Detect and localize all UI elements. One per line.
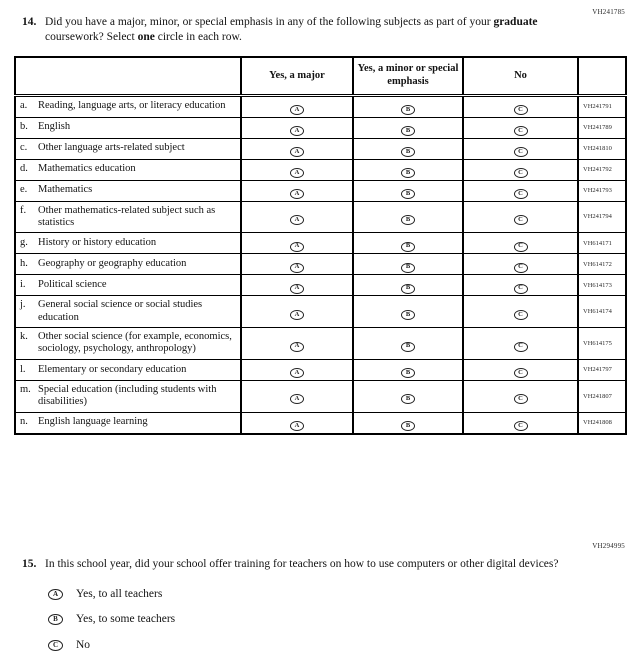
row-code: VH241792 [578,159,626,180]
question-text-segment: one [137,31,155,44]
answer-cell [241,380,353,412]
answer-circle-b[interactable]: B [401,342,415,352]
answer-circle-a[interactable]: A [290,242,304,252]
answer-cell [353,117,463,138]
answer-circle-a[interactable]: A [290,284,304,294]
answer-circle-a[interactable]: A [290,126,304,136]
answer-cell [241,412,353,434]
row-letter: f. [20,204,27,216]
answer-cell [353,159,463,180]
row-subject-cell [15,275,241,296]
answer-circle-b[interactable]: B [401,421,415,431]
answer-cell [353,180,463,201]
answer-cell [241,117,353,138]
question-text-segment: Did you have a major, minor, or special emphasis in any of the following subjects as part of your [45,16,494,28]
row-code: VH614172 [578,254,626,275]
row-subject-cell [15,201,241,233]
row-label: English language learning [38,416,148,428]
answer-circle-c[interactable]: C [514,168,528,178]
row-subject-cell [15,412,241,434]
row-letter: b. [20,121,28,133]
row-subject-cell [15,254,241,275]
answer-cell [241,254,353,275]
answer-cell [353,359,463,380]
row-label: Reading, language arts, or literacy education [38,100,226,112]
header-subject [15,57,241,95]
table-row [15,254,626,275]
option-row [48,638,582,653]
answer-circle-b[interactable]: B [401,215,415,225]
answer-cell [353,95,463,117]
table-header-row [15,57,626,95]
row-letter: h. [20,258,28,270]
question15-options [48,587,582,653]
answer-circle-b[interactable]: B [401,368,415,378]
table-row [15,275,626,296]
header-code [578,57,626,95]
answer-cell [463,201,578,233]
table-row [15,117,626,138]
answer-cell [241,359,353,380]
answer-circle-c[interactable]: C [514,421,528,431]
row-label: Geography or geography education [38,258,187,270]
row-subject-cell [15,359,241,380]
answer-cell [241,296,353,328]
answer-circle-c[interactable]: C [514,147,528,157]
answer-cell [241,180,353,201]
answer-circle-a[interactable]: A [290,189,304,199]
row-subject-cell [15,328,241,360]
row-label: Political science [38,279,107,291]
question14-accession-code: VH241785 [592,8,625,16]
row-subject-cell [15,159,241,180]
question15-text: In this school year, did your school offer training for teachers on how to use computers or other digital devices? [45,558,559,570]
question14-table-body [15,95,626,434]
row-subject-cell [15,296,241,328]
answer-circle-c[interactable]: C [514,105,528,115]
answer-circle-a[interactable]: A [290,421,304,431]
row-letter: e. [20,184,28,196]
answer-cell [353,275,463,296]
question15-stem [22,557,582,572]
row-label: Other language arts-related subject [38,142,185,154]
answer-cell [463,180,578,201]
row-label: Other mathematics-related subject such as statistics [38,204,216,228]
table-row [15,95,626,117]
question14-number: 14. [22,16,37,28]
answer-circle-a[interactable]: A [290,215,304,225]
row-letter: m. [20,383,31,395]
answer-circle-a[interactable]: A [290,147,304,157]
answer-cell [463,159,578,180]
answer-circle-a[interactable]: A [290,105,304,115]
option-circle-b[interactable]: B [48,614,63,625]
row-code: VH241794 [578,201,626,233]
question14-table [14,56,627,434]
row-label: English [38,121,71,133]
answer-circle-a[interactable]: A [290,168,304,178]
answer-circle-b[interactable]: B [401,168,415,178]
answer-cell [241,328,353,360]
row-letter: k. [20,331,28,343]
answer-cell [353,201,463,233]
row-subject-cell [15,233,241,254]
answer-circle-a[interactable]: A [290,342,304,352]
question-text-segment: circle in each row. [154,31,242,44]
row-subject-cell [15,117,241,138]
answer-cell [353,233,463,254]
option-label: No [76,638,91,651]
table-row [15,412,626,434]
answer-circle-b[interactable]: B [401,263,415,273]
option-label: Yes, to all teachers [76,588,163,601]
answer-cell [463,254,578,275]
answer-circle-c[interactable]: C [514,263,528,273]
table-row [15,380,626,412]
option-row [48,612,582,627]
answer-circle-c[interactable]: C [514,368,528,378]
row-subject-cell [15,180,241,201]
answer-circle-a[interactable]: A [290,394,304,404]
answer-circle-c[interactable]: C [514,342,528,352]
question15 [22,557,582,663]
row-letter: g. [20,237,28,249]
question14 [22,15,567,45]
row-code: VH614171 [578,233,626,254]
row-subject-cell [15,138,241,159]
answer-cell [463,95,578,117]
answer-cell [463,138,578,159]
answer-circle-a[interactable]: A [290,263,304,273]
answer-cell [353,254,463,275]
table-row [15,180,626,201]
row-label: History or history education [38,237,157,249]
answer-circle-c[interactable]: C [514,126,528,136]
table-header [15,57,626,95]
answer-circle-b[interactable]: B [401,284,415,294]
question15-accession-code: VH294995 [592,542,625,550]
answer-cell [241,138,353,159]
table-row [15,201,626,233]
answer-cell [463,233,578,254]
answer-cell [241,159,353,180]
option-circle-a[interactable]: A [48,589,63,600]
row-code: VH241797 [578,359,626,380]
answer-cell [353,412,463,434]
option-row [48,587,582,602]
answer-cell [463,296,578,328]
answer-cell [463,359,578,380]
answer-cell [353,328,463,360]
answer-cell [463,328,578,360]
row-code: VH241793 [578,180,626,201]
row-letter: i. [20,279,26,291]
option-label: Yes, to some teachers [76,613,176,626]
answer-cell [353,138,463,159]
answer-circle-b[interactable]: B [401,242,415,252]
answer-circle-b[interactable]: B [401,394,415,404]
answer-cell [241,233,353,254]
row-label: Elementary or secondary education [38,363,187,375]
row-letter: l. [20,363,26,375]
answer-cell [353,296,463,328]
answer-circle-c[interactable]: C [514,189,528,199]
answer-cell [241,201,353,233]
option-circle-c[interactable]: C [48,640,63,651]
header-no: No [463,57,578,95]
answer-circle-c[interactable]: C [514,242,528,252]
row-code: VH241791 [578,95,626,117]
header-yes-major: Yes, a major [241,57,353,95]
row-subject-cell [15,95,241,117]
answer-circle-b[interactable]: B [401,126,415,136]
answer-cell [463,275,578,296]
answer-cell [241,95,353,117]
question-text-segment: coursework? Select [45,31,138,44]
row-letter: j. [20,299,26,311]
row-code: VH241810 [578,138,626,159]
question15-number: 15. [22,558,37,570]
row-subject-cell [15,380,241,412]
answer-circle-a[interactable]: A [290,310,304,320]
row-label: Mathematics [38,184,93,196]
answer-circle-c[interactable]: C [514,284,528,294]
answer-cell [353,380,463,412]
row-code: VH241807 [578,380,626,412]
table-row [15,296,626,328]
answer-circle-c[interactable]: C [514,394,528,404]
answer-circle-b[interactable]: B [401,189,415,199]
table-row [15,233,626,254]
question-text-segment: graduate [493,16,538,28]
row-label: Mathematics education [38,163,136,175]
header-yes-minor: Yes, a minor or special emphasis [353,57,463,95]
answer-circle-a[interactable]: A [290,368,304,378]
answer-cell [463,412,578,434]
row-label: Special education (including students with disabilities) [38,383,217,408]
row-label: Other social science (for example, economics, sociology, psychology, anthropology) [38,331,232,355]
answer-circle-c[interactable]: C [514,215,528,225]
table-row [15,359,626,380]
row-code: VH241808 [578,412,626,434]
table-row [15,328,626,360]
row-letter: c. [20,142,28,154]
answer-circle-b[interactable]: B [401,310,415,320]
answer-cell [463,117,578,138]
table-row [15,159,626,180]
row-letter: a. [20,100,28,112]
row-code: VH241789 [578,117,626,138]
row-letter: n. [20,416,28,428]
answer-circle-b[interactable]: B [401,147,415,157]
answer-circle-b[interactable]: B [401,105,415,115]
table-row [15,138,626,159]
row-code: VH614175 [578,328,626,360]
question14-text [45,15,567,45]
answer-cell [463,380,578,412]
answer-circle-c[interactable]: C [514,310,528,320]
row-letter: d. [20,163,28,175]
answer-cell [241,275,353,296]
row-code: VH614173 [578,275,626,296]
row-code: VH614174 [578,296,626,328]
row-label: General social science or social studies education [38,299,203,323]
